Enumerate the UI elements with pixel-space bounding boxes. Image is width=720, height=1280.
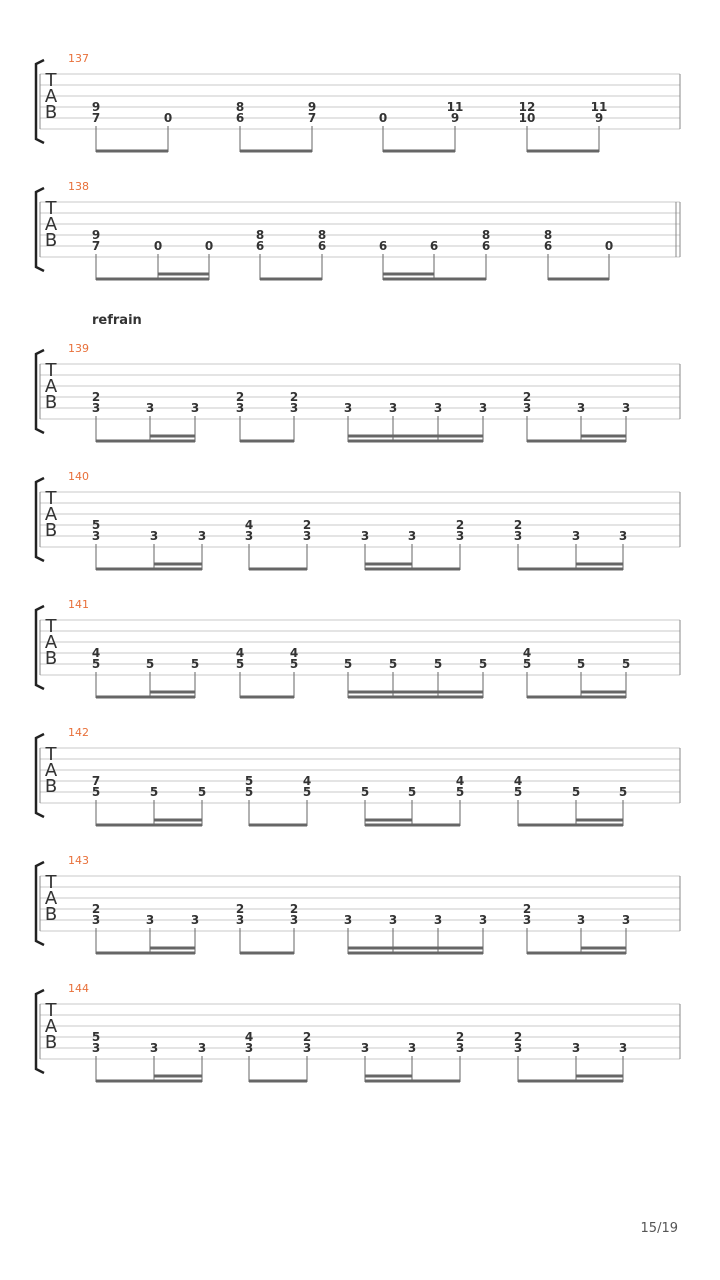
bar-number: 137 (68, 52, 89, 65)
fret-number: 3 (478, 913, 488, 927)
fret-number: 3 (433, 401, 443, 415)
fret-number: 9 (91, 100, 101, 114)
page-number: 15/19 (640, 1221, 678, 1236)
fret-number: 2 (91, 390, 101, 404)
fret-number: 3 (621, 913, 631, 927)
fret-number: 5 (478, 657, 488, 671)
fret-number: 3 (455, 1041, 465, 1055)
fret-number: 5 (343, 657, 353, 671)
fret-number: 3 (244, 1041, 254, 1055)
fret-number: 3 (618, 529, 628, 543)
fret-number: 2 (522, 902, 532, 916)
fret-number: 3 (302, 1041, 312, 1055)
fret-number: 3 (149, 1041, 159, 1055)
fret-number: 3 (618, 1041, 628, 1055)
fret-number: 2 (91, 902, 101, 916)
fret-number: 8 (235, 100, 245, 114)
tab-clef-letter: T (45, 872, 57, 893)
fret-number: 12 (518, 100, 536, 114)
fret-number: 4 (235, 646, 245, 660)
fret-number: 3 (244, 529, 254, 543)
fret-number: 6 (378, 239, 388, 253)
fret-number: 8 (317, 228, 327, 242)
fret-number: 7 (91, 239, 101, 253)
fret-number: 4 (302, 774, 312, 788)
fret-number: 5 (91, 785, 101, 799)
fret-number: 3 (289, 913, 299, 927)
fret-number: 3 (302, 529, 312, 543)
tab-clef-letter: T (45, 70, 57, 91)
fret-number: 8 (255, 228, 265, 242)
tab-clef-letter: T (45, 1000, 57, 1021)
fret-number: 5 (571, 785, 581, 799)
tab-clef-letter: T (45, 744, 57, 765)
fret-number: 4 (513, 774, 523, 788)
fret-number: 3 (571, 1041, 581, 1055)
fret-number: 3 (145, 401, 155, 415)
tab-clef-letter: A (44, 86, 58, 107)
fret-number: 7 (91, 774, 101, 788)
fret-number: 5 (91, 1030, 101, 1044)
fret-number: 2 (289, 390, 299, 404)
fret-number: 3 (360, 1041, 370, 1055)
fret-number: 5 (197, 785, 207, 799)
fret-number: 8 (481, 228, 491, 242)
fret-number: 3 (190, 913, 200, 927)
fret-number: 3 (91, 401, 101, 415)
fret-number: 6 (235, 111, 245, 125)
fret-number: 5 (302, 785, 312, 799)
fret-number: 2 (235, 390, 245, 404)
fret-number: 7 (307, 111, 317, 125)
fret-number: 0 (604, 239, 614, 253)
fret-number: 5 (621, 657, 631, 671)
fret-number: 5 (289, 657, 299, 671)
fret-number: 3 (621, 401, 631, 415)
tab-clef-letter: B (44, 392, 58, 413)
tab-clef-letter: B (44, 230, 58, 251)
fret-number: 5 (618, 785, 628, 799)
tab-clef-letter: B (44, 102, 58, 123)
fret-number: 0 (378, 111, 388, 125)
bar-number: 142 (68, 726, 89, 739)
tab-clef-letter: A (44, 214, 58, 235)
fret-number: 3 (433, 913, 443, 927)
tab-clef-letter: T (45, 198, 57, 219)
fret-number: 3 (455, 529, 465, 543)
fret-number: 4 (522, 646, 532, 660)
tab-clef-letter: B (44, 1032, 58, 1053)
tab-clef-letter: A (44, 504, 58, 525)
fret-number: 2 (455, 518, 465, 532)
bar-number: 144 (68, 982, 89, 995)
fret-number: 5 (455, 785, 465, 799)
fret-number: 5 (244, 785, 254, 799)
fret-number: 5 (388, 657, 398, 671)
tab-clef-letter: T (45, 360, 57, 381)
bar-number: 138 (68, 180, 89, 193)
fret-number: 3 (478, 401, 488, 415)
fret-number: 3 (235, 401, 245, 415)
tab-clef-letter: A (44, 760, 58, 781)
fret-number: 5 (145, 657, 155, 671)
fret-number: 9 (307, 100, 317, 114)
fret-number: 2 (235, 902, 245, 916)
fret-number: 6 (255, 239, 265, 253)
tab-clef-letter: A (44, 632, 58, 653)
fret-number: 5 (576, 657, 586, 671)
fret-number: 3 (360, 529, 370, 543)
fret-number: 3 (407, 1041, 417, 1055)
fret-number: 5 (513, 785, 523, 799)
fret-number: 5 (91, 518, 101, 532)
fret-number: 9 (594, 111, 604, 125)
tab-clef-letter: A (44, 376, 58, 397)
fret-number: 2 (513, 518, 523, 532)
fret-number: 3 (407, 529, 417, 543)
fret-number: 3 (343, 913, 353, 927)
fret-number: 11 (446, 100, 464, 114)
tab-clef-letter: B (44, 776, 58, 797)
fret-number: 5 (360, 785, 370, 799)
fret-number: 3 (513, 529, 523, 543)
fret-number: 3 (145, 913, 155, 927)
bar-number: 141 (68, 598, 89, 611)
fret-number: 5 (190, 657, 200, 671)
fret-number: 3 (91, 529, 101, 543)
fret-number: 9 (450, 111, 460, 125)
fret-number: 3 (522, 401, 532, 415)
fret-number: 0 (153, 239, 163, 253)
fret-number: 4 (455, 774, 465, 788)
fret-number: 6 (317, 239, 327, 253)
fret-number: 5 (522, 657, 532, 671)
fret-number: 5 (149, 785, 159, 799)
fret-number: 2 (302, 1030, 312, 1044)
fret-number: 2 (289, 902, 299, 916)
fret-number: 5 (407, 785, 417, 799)
tab-clef-letter: T (45, 488, 57, 509)
bar-number: 140 (68, 470, 89, 483)
fret-number: 4 (91, 646, 101, 660)
fret-number: 2 (522, 390, 532, 404)
fret-number: 3 (388, 401, 398, 415)
tab-clef-letter: B (44, 520, 58, 541)
fret-number: 5 (433, 657, 443, 671)
fret-number: 3 (149, 529, 159, 543)
tab-clef-letter: A (44, 888, 58, 909)
section-label: refrain (92, 313, 142, 328)
fret-number: 6 (429, 239, 439, 253)
fret-number: 6 (543, 239, 553, 253)
fret-number: 6 (481, 239, 491, 253)
fret-number: 5 (91, 657, 101, 671)
fret-number: 5 (244, 774, 254, 788)
fret-number: 2 (302, 518, 312, 532)
tab-clef-letter: A (44, 1016, 58, 1037)
fret-number: 2 (455, 1030, 465, 1044)
bar-number: 143 (68, 854, 89, 867)
fret-number: 2 (513, 1030, 523, 1044)
fret-number: 3 (513, 1041, 523, 1055)
fret-number: 3 (576, 913, 586, 927)
fret-number: 3 (91, 1041, 101, 1055)
fret-number: 8 (543, 228, 553, 242)
fret-number: 11 (590, 100, 608, 114)
tab-clef-letter: B (44, 904, 58, 925)
fret-number: 3 (571, 529, 581, 543)
fret-number: 4 (244, 518, 254, 532)
fret-number: 4 (289, 646, 299, 660)
fret-number: 10 (518, 111, 536, 125)
tab-clef-letter: T (45, 616, 57, 637)
fret-number: 7 (91, 111, 101, 125)
fret-number: 3 (522, 913, 532, 927)
fret-number: 3 (388, 913, 398, 927)
fret-number: 4 (244, 1030, 254, 1044)
fret-number: 3 (289, 401, 299, 415)
bar-number: 139 (68, 342, 89, 355)
fret-number: 3 (576, 401, 586, 415)
fret-number: 3 (91, 913, 101, 927)
fret-number: 3 (190, 401, 200, 415)
fret-number: 3 (343, 401, 353, 415)
fret-number: 9 (91, 228, 101, 242)
fret-number: 3 (235, 913, 245, 927)
fret-number: 0 (204, 239, 214, 253)
tab-clef-letter: B (44, 648, 58, 669)
fret-number: 3 (197, 1041, 207, 1055)
fret-number: 3 (197, 529, 207, 543)
fret-number: 0 (163, 111, 173, 125)
fret-number: 5 (235, 657, 245, 671)
